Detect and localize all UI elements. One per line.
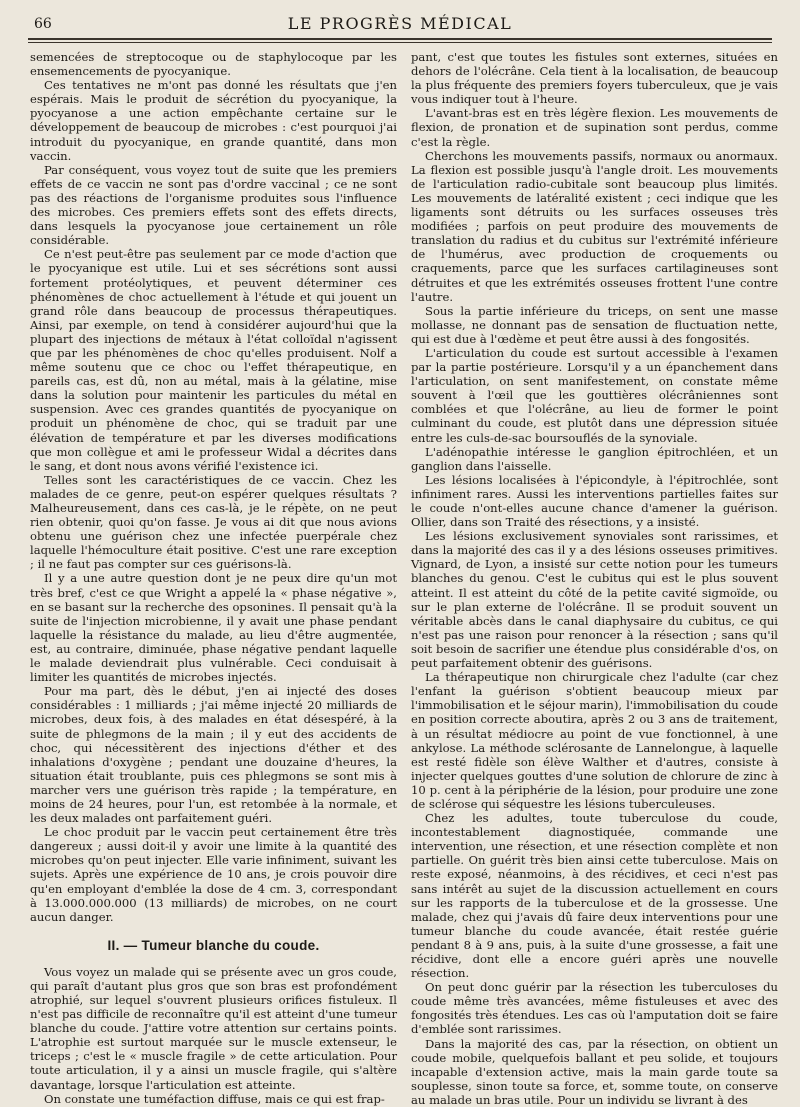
paragraph: pant, c'est que toutes les fistules sont externes, situées en dehors de l'olécrâne. Cela tient à la localisation, de beaucoup la plus fréquente des premiers foyers tuberculeux, que je vais vous indiquer tout à l'heure. — [411, 50, 778, 107]
page-header — [28, 14, 772, 36]
paragraph: La thérapeutique non chirurgicale chez l'adulte (car chez l'enfant la guérison s'obtient beaucoup mieux par l'immobilisation et le séjour marin), l'immobilisation du coude en position correcte aboutira, après 2 ou 3 ans de traitement, à un résultat médiocre au point de vue fonctionnel, à une ankylose. La méthode sclérosante de Lannelongue, à laquelle est resté fidèle son élève Walther et d'autres, consiste à injecter quelques gouttes d'une solution de chlorure de zinc à 10 p. cent à la périphérie de la lésion, pour produire une zone de sclérose qui séquestre les lésions tuberculeuses. — [411, 670, 778, 811]
paragraph: Sous la partie inférieure du triceps, on sent une masse mollasse, ne donnant pas de sensation de fluctuation nette, qui est due à l'œdème et peut être aussi à des fongosités. — [411, 303, 778, 346]
paragraph: Dans la majorité des cas, par la résection, on obtient un coude mobile, quelquefois ballant et peu solide, et toujours incapable d'extension active, mais la main garde toute sa souplesse, sinon toute sa force, et, somme toute, on conserve au malade un bras utile. Pour un individu se livrant à des — [411, 1036, 778, 1107]
paragraph: Ces tentatives ne m'ont pas donné les résultats que j'en espérais. Mais le produit de sécrétion du pyocyanique, la pyocyanose a une action empêchante certaine sur le développement de beaucoup de microbes : c'est pourquoi j'ai introduit du pyocyanique, en grande quantité, dans mon vaccin. — [30, 78, 397, 163]
section-heading: II. — Tumeur blanche du coude. — [107, 937, 320, 953]
paragraph: On peut donc guérir par la résection les tuberculoses du coude même très avancées, même fistuleuses et avec des fongosités très étendues. Les cas où l'amputation doit se faire d'emblée sont rarissimes. — [411, 980, 778, 1037]
paragraph: Cherchons les mouvements passifs, normaux ou anormaux. La flexion est possible jusqu'à l'angle droit. Les mouvements de l'articulation radio-cubitale sont beaucoup plus limités. Les mouvements de latéralité existent ; ceci indique que les ligaments sont détruits ou les surfaces osseuses très modifiées ; parfois on peut produire des mouvements de translation du radius et du cubitus sur l'extrémité inférieure de l'humérus, avec production de croquements ou craquements, parce que les surfaces cartilagineuses sont détruites et que les extrémités osseuses frottent l'une contre l'autre. — [411, 148, 778, 304]
paragraph: Les lésions localisées à l'épicondyle, à l'épitrochlée, sont infiniment rares. Aussi les interventions partielles faites sur le coude n'ont-elles aucune chance d'amener la guérison. Ollier, dans son Traité des résections, y a insisté. — [411, 472, 778, 530]
paragraph: L'avant-bras est en très légère flexion. Les mouvements de flexion, de pronation et de supination sont perdus, comme c'est la règle. — [411, 106, 778, 149]
paragraph: Le choc produit par le vaccin peut certainement être très dangereux ; aussi doit-il y avoir une limite à la quantité des microbes qu'on peut injecter. Elle varie infiniment, suivant les sujets. Après une expérience de 10 ans, je crois pouvoir dire qu'en employant d'emblée la dose de 4 cm. 3, correspondant à 13.000.000.000 (13 milliards) de microbes, on ne court aucun danger. — [30, 825, 397, 924]
paragraph: Ce n'est peut-être pas seulement par ce mode d'action que le pyocyanique est utile. Lui et ses sécrétions sont aussi fortement protéolytiques, et peuvent déterminer ces phénomènes de choc actuellement à l'étude et qui jouent un grand rôle dans beaucoup de processus thérapeutiques. Ainsi, par exemple, on tend à considérer aujourd'hui que la plupart des injections de métaux à l'état colloïdal n'agissent que par les phénomènes de choc qu'elles produisent. Nolf a même soutenu que ce choc ou l'effet thérapeutique, en pareils cas, est dû, non au métal, mais à la gélatine, mise dans la solution pour maintenir les particules du métal en suspension. Avec ces grandes quantités de pyocyanique on produit un phénomène de choc, qui se traduit par une élévation de température et par les diverses modifications que mon collègue et ami le professeur Widal a décrites dans le sang, et dont nous avons vérifié l'existence ici. — [30, 247, 397, 473]
paragraph: semencées de streptocoque ou de staphylocoque par les ensemencements de pyocyanique. — [30, 50, 397, 79]
paragraph: On constate une tuméfaction diffuse, mais ce qui est frap- — [44, 1091, 385, 1106]
header-rule — [28, 38, 772, 43]
paragraph: L'articulation du coude est surtout accessible à l'examen par la partie postérieure. Lorsqu'il y a un épanchement dans l'articulation, on sent manifestement, on constate même souvent à l'œil que les gouttières olécrâniennes sont comblées et que l'olécrâne, au lieu de former le point culminant du coude, est plutôt dans une dépression située entre les culs-de-sac boursouflés de la synoviale. — [411, 345, 778, 445]
paragraph: L'adénopathie intéresse le ganglion épitrochléen, et un ganglion dans l'aisselle. — [411, 444, 778, 473]
left-column — [30, 50, 397, 1106]
text-columns — [30, 50, 778, 1107]
paragraph: Telles sont les caractéristiques de ce vaccin. Chez les malades de ce genre, peut-on espérer quelques résultats ? Malheureusement, dans ces cas-là, je le répète, on ne peut rien obtenir, quoi qu'on fasse. Je vous ai dit que nous avions obtenu une guérison chez une infectée puerpérale chez laquelle l'hémoculture était positive. C'est une rare exception ; il ne faut pas compter sur ces guérisons-là. — [30, 472, 397, 572]
paragraph: Il y a une autre question dont je ne peux dire qu'un mot très bref, c'est ce que Wright a appelé la « phase négative », en se basant sur la recherche des opsonines. Il pensait qu'à la suite de l'injection microbienne, il y avait une phase pendant laquelle la résistance du malade, au lieu d'être augmentée, est, au contraire, diminuée, phase négative pendant laquelle le malade deviendrait plus vulnérable. Ceci conduisait à limiter les quantités de microbes injectés. — [30, 571, 397, 685]
paragraph: Chez les adultes, toute tuberculose du coude, incontestablement diagnostiquée, commande une intervention, une résection, et une résection complète et non partielle. On guérit très bien ainsi cette tuberculose. Mais on reste exposé, néanmoins, à des récidives, et ceci n'est pas sans intérêt au sujet de la discussion actuellement en cours sur les rapports de la tuberculose et de la grossesse. Une malade, chez qui j'avais dû faire deux interventions pour une tumeur blanche du coude avancée, était restée guérie pendant 8 à 9 ans, puis, à la suite d'une grossesse, a fait une récidive, dont elle a encore guéri après une nouvelle résection. — [411, 811, 778, 981]
paragraph: Pour ma part, dès le début, j'en ai injecté des doses considérables : 1 milliards ; j'ai même injecté 20 milliards de microbes, deux fois, à des malades en état désespéré, à la suite de phlegmons de la main ; il y eut des accidents de choc, qui nécessitèrent des injections d'éther et des inhalations d'oxygène ; pendant une douzaine d'heures, la situation était troublante, puis ces phlegmons se sont mis à marcher vers une guérison très rapide ; la température, en moins de 24 heures, pour l'un, est retombée à la normale, et les deux malades ont parfaitement guéri. — [30, 684, 397, 826]
paragraph: Par conséquent, vous voyez tout de suite que les premiers effets de ce vaccin ne sont pas d'ordre vaccinal ; ce ne sont pas des réactions de l'organisme produites sous l'influence des microbes. Ces premiers effets sont des effets directs, dans lesquels la pyocyanose joue certainement un rôle considérable. — [30, 162, 397, 248]
running-title: LE PROGRÈS MÉDICAL — [287, 14, 513, 33]
paragraph: Les lésions exclusivement synoviales sont rarissimes, et dans la majorité des cas il y a des lésions osseuses primitives. Vignard, de Lyon, a insisté sur cette notion pour les tumeurs blanches du genou. C'est le cubitus qui est le plus souvent atteint. Il est atteint du côté de la petite cavité sigmoïde, ou sur le plan externe de l'olécrâne. Il se produit souvent un véritable abcès dans le canal diaphysaire du cubitus, ce qui n'est pas une raison pour renoncer à la résection ; sans qu'il soit besoin de sacrifier une étendue plus considérable d'os, on peut parfaitement obtenir des guérisons. — [411, 529, 778, 671]
right-column — [411, 50, 778, 1107]
paragraph: Vous voyez un malade qui se présente avec un gros coude, qui paraît d'autant plus gros que son bras est profondément atrophié, sur lequel s'ouvrent plusieurs orifices fistuleux. Il n'est pas difficile de reconnaître qu'il est atteint d'une tumeur blanche du coude. J'attire votre attention sur certains points. L'atrophie est surtout marquée sur le muscle extenseur, le triceps ; c'est le « muscle fragile » de cette articulation. Pour toute articulation, il y a ainsi un muscle fragile, qui s'altère davantage, lorsque l'articulation est atteinte. — [30, 964, 397, 1092]
page-number: 66 — [34, 16, 52, 32]
